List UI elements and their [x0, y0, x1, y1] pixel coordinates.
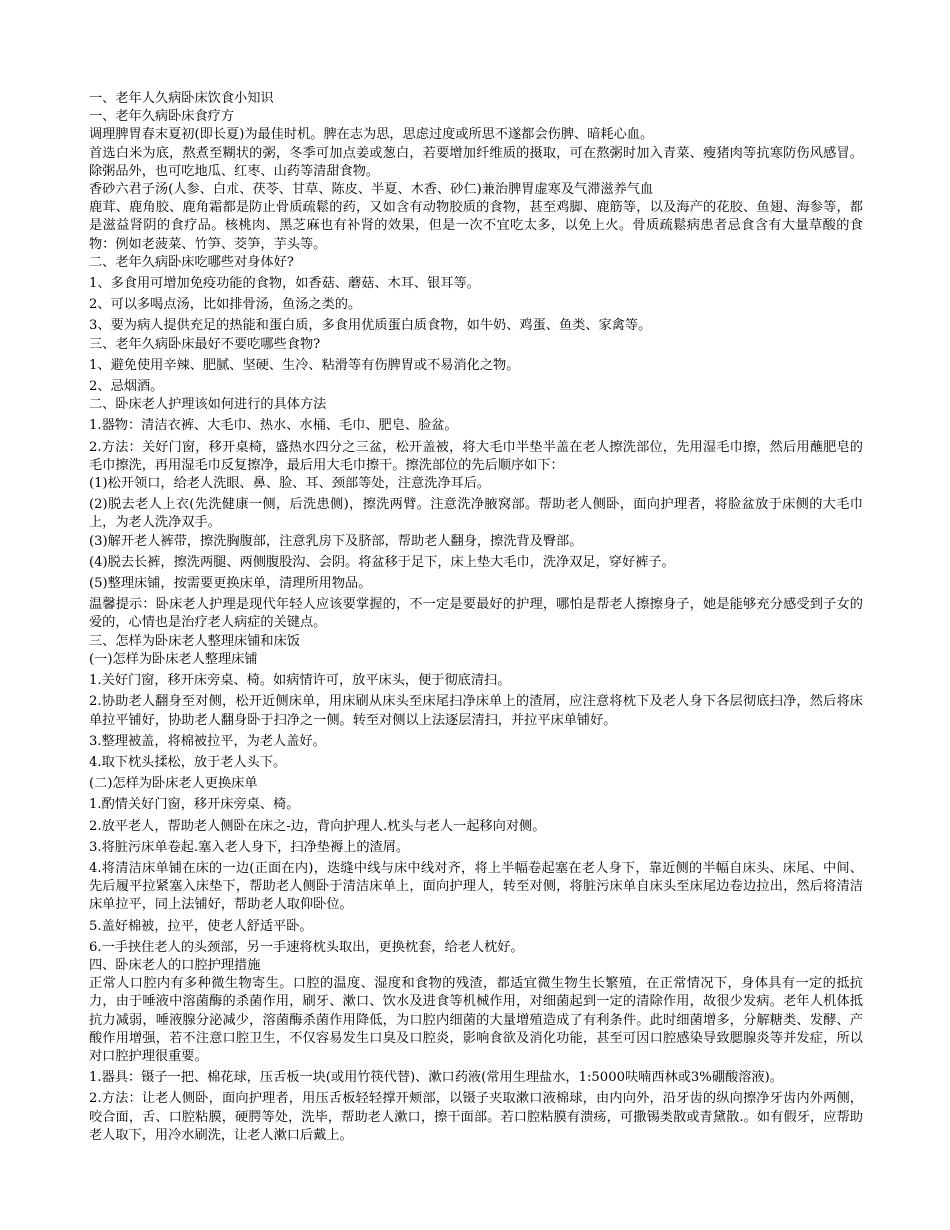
paragraph: 香砂六君子汤(人参、白朮、茯苓、甘草、陈皮、半夏、木香、砂仁)兼治脾胃虚寒及气滞滋养气血 [89, 182, 654, 198]
subheading-diet-recipes: 一、老年久病卧床食疗方 [89, 109, 235, 125]
list-item: 4.将清洁床单铺在床的一边(正面在内)，迭缝中线与床中线对齐，将上半幅卷起塞在老人身下，靠近侧的半幅自床头、床尾、中间、先后履平拉紧塞入床垫下，帮助老人侧卧于清洁床单上，面向护理人，转至对侧，将脏污床单自床头至床尾边卷边拉出，然后将清洁床单拉平，同上法铺好，帮助老人取仰卧位。 [89, 860, 863, 913]
subheading-avoid-foods: 三、老年久病卧床最好不要吃哪些食物? [89, 336, 321, 352]
list-item: (3)解开老人裤带，擦洗胸腹部，注意乳房下及脐部，帮助老人翻身，擦洗背及臀部。 [89, 533, 583, 549]
list-item: (4)脱去长裤，擦洗两腿、两侧腹股沟、会阴。将盆移于足下，床上垫大毛巾，洗净双足，穿好裤子。 [89, 554, 675, 570]
list-item: 1、避免使用辛辣、肥腻、坚硬、生冷、粘滑等有伤脾胃或不易消化之物。 [89, 357, 520, 373]
heading-bed-making: 三、怎样为卧床老人整理床铺和床饭 [89, 633, 300, 649]
paragraph: 正常人口腔内有多种微生物寄生。口腔的温度、湿度和食物的残渣，都适宜微生物生长繁殖，在正常情况下，身体具有一定的抵抗力，由于唾液中溶菌酶的杀菌作用，刷牙、漱口、饮水及进食等机械作用，对细菌起到一定的清除作用，故很少发病。老年人机体抵抗力减弱，唾液腺分泌减少，溶菌酶杀菌作用降低，为口腔内细菌的大量增殖造成了有利条件。此时细菌增多，分解糖类、发酵、产酸作用增强，若不注意口腔卫生，不仅容易发生口臭及口腔炎，影响食欲及消化功能，甚至可因口腔感染导致腮腺炎等并发症，所以对口腔护理很重要。 [89, 976, 863, 1064]
list-item: 2.放平老人，帮助老人侧卧在床之-边，背向护理人.枕头与老人一起移向对侧。 [89, 818, 546, 834]
list-item: 1.器具：镊子一把、棉花球，压舌板一块(或用竹筷代替)、漱口药液(常用生理盐水，1:5000呋喃西林或3%硼酸溶液)。 [89, 1070, 783, 1086]
list-item: 3.整理被盖，将棉被拉平，为老人盖好。 [89, 733, 326, 749]
list-item: (2)脱去老人上衣(先洗健康一侧，后洗患侧)，擦洗两臂。注意洗净腋窝部。帮助老人侧卧，面向护理者，将脸盆放于床侧的大毛巾上，为老人洗净双手。 [89, 497, 863, 531]
paragraph: 首选白米为底，熬煮至糊状的粥，冬季可加点姜或葱白，若要增加纤维质的摄取，可在熬粥时加入青菜、瘦猪肉等抗寒防伤风感冒。除粥品外，也可吃地瓜、红枣、山药等清甜食物。 [89, 145, 863, 179]
list-item: 5.盖好棉被，拉平，使老人舒适平卧。 [89, 918, 313, 934]
heading-diet-knowledge: 一、老年人久病卧床饮食小知识 [89, 91, 274, 106]
subheading-good-foods: 二、老年久病卧床吃哪些对身体好? [89, 254, 294, 270]
heading-oral-care: 四、卧床老人的口腔护理措施 [89, 957, 261, 973]
document-body [89, 90, 863, 1145]
list-item: 2.方法：让老人侧卧，面向护理者，用压舌板轻轻撑开颊部，以镊子夹取漱口液棉球，由内向外，沿牙齿的纵向擦净牙齿内外两侧，咬合面，舌、口腔粘膜，硬腭等处，洗毕，帮助老人漱口，擦干面部。若口腔粘膜有溃疡，可撒锡类散或青黛散.。如有假牙，应帮助老人取下，用冷水刷洗，让老人漱口后戴上。 [89, 1091, 863, 1143]
list-item: 4.取下枕头揉松，放于老人头下。 [89, 754, 287, 770]
list-item: 2、可以多喝点汤，比如排骨汤，鱼汤之类的。 [89, 297, 362, 313]
list-item: 3、要为病人提供充足的热能和蛋白质，多食用优质蛋白质食物，如牛奶、鸡蛋、鱼类、家禽等。 [89, 318, 652, 334]
list-item: 1.酌情关好门窗，移开床旁桌、椅。 [89, 797, 300, 813]
list-item: 1.关好门窗，移开床旁桌、椅。如病情许可，放平床头，便于彻底清扫。 [89, 673, 511, 689]
list-item: (5)整理床铺，按需要更换床单，清理所用物品。 [89, 576, 372, 592]
tip-paragraph: 温馨提示：卧床老人护理是现代年轻人应该要掌握的，不一定是要最好的护理，哪怕是帮老人擦擦身子，她是能够充分感受到子女的爱的，心情也是治疗老人病症的关键点。 [89, 597, 863, 631]
list-item: (1)松开领口，给老人洗眼、鼻、脸、耳、颈部等处，注意洗净耳后。 [89, 476, 491, 492]
list-item: 1、多食用可增加免疫功能的食物，如香菇、蘑菇、木耳、银耳等。 [89, 276, 480, 292]
list-item: 2、忌烟酒。 [89, 379, 164, 395]
paragraph: 鹿茸、鹿角胶、鹿角霜都是防止骨质疏鬆的药，又如含有动物胶质的食物，甚至鸡脚、鹿筋等，以及海产的花胶、鱼翅、海参等，都是滋益肾阴的食疗品。核桃肉、黑芝麻也有补肾的效果，但是一次不宜吃太多，以免上火。骨质疏鬆病患者忌食含有大量草酸的食物：例如老菠菜、竹笋、茭笋，芋头等。 [89, 200, 863, 252]
list-item: 6.一手挟住老人的头颈部，另一手速将枕头取出，更换枕套，给老人枕好。 [89, 939, 524, 955]
list-item: 2.协助老人翻身至对侧，松开近侧床单，用床刷从床头至床尾扫净床单上的渣屑，应注意将枕下及老人身下各层彻底扫净，然后将床单拉平铺好，协助老人翻身卧于扫净之一侧。转至对侧以上法逐层清扫，并拉平床单铺好。 [89, 694, 863, 728]
subheading-change-sheets: (二)怎样为卧床老人更换床单 [89, 776, 258, 792]
heading-care-methods: 二、卧床老人护理该如何进行的具体方法 [89, 397, 327, 413]
paragraph: 调理脾胃春末夏初(即长夏)为最佳时机。脾在志为思，思虑过度或所思不遂都会伤脾、暗耗心血。 [89, 127, 654, 143]
list-item: 3.将脏污床单卷起.塞入老人身下，扫净垫褥上的渣屑。 [89, 839, 410, 855]
list-item: 1.器物：清洁衣裤、大毛巾、热水、水桶、毛巾、肥皂、脸盆。 [89, 418, 458, 434]
subheading-tidy-bed: (一)怎样为卧床老人整理床铺 [89, 651, 258, 667]
list-item: 2.方法：关好门窗，移开桌椅，盛热水四分之三盆，松开盖被，将大毛巾半垫半盖在老人擦洗部位，先用湿毛巾擦，然后用蘸肥皂的毛巾擦洗，再用湿毛巾反复擦净，最后用大毛巾擦干。擦洗部位的先后顺序如下： [89, 439, 863, 473]
